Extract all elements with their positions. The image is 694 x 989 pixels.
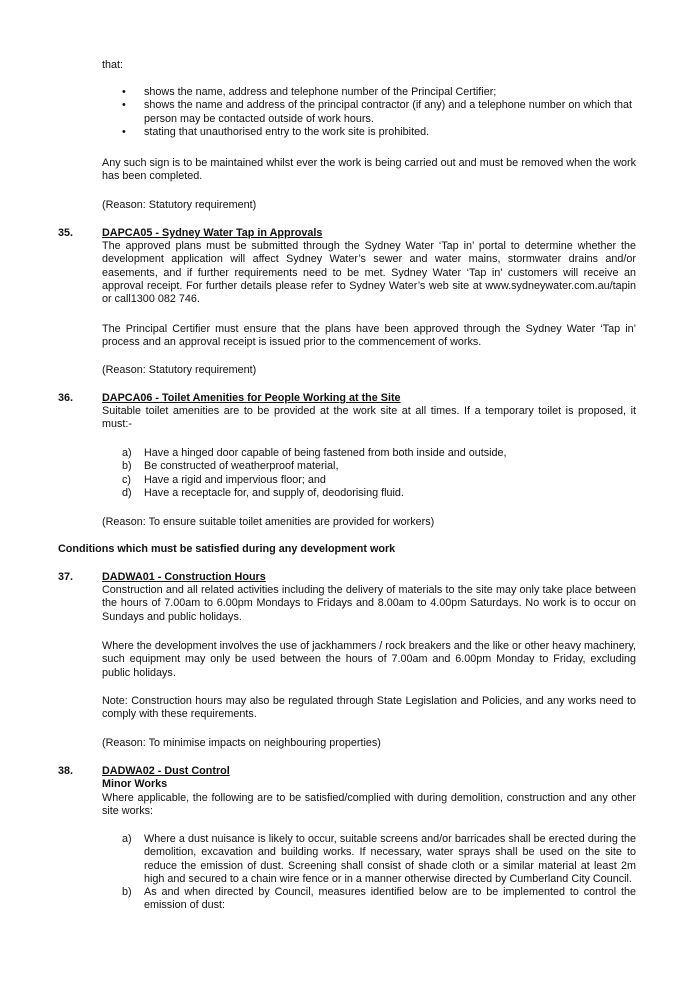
list-marker: c) <box>122 473 131 486</box>
list-marker: a) <box>122 447 132 459</box>
condition-37-reason: (Reason: To minimise impacts on neighbouring properties) <box>102 737 381 749</box>
list-marker: b) <box>122 886 132 899</box>
condition-number: 35. <box>58 227 74 239</box>
list-item: a) Have a hinged door capable of being fastened from both inside and outside, <box>122 447 507 459</box>
condition-36-list <box>102 447 636 500</box>
list-item: b) As and when directed by Council, measures identified below are to be implemented to control the emission of dust: <box>122 886 636 912</box>
intro-bullet-list <box>102 86 636 139</box>
intro-paragraph: Any such sign is to be maintained whilst ever the work is being carried out and must be removed when the work has been completed. <box>102 157 636 183</box>
list-item: c) Have a rigid and impervious floor; and <box>122 473 326 486</box>
list-item: d) Have a receptacle for, and supply of, deodorising fluid. <box>122 486 404 499</box>
intro-lead: that: <box>102 59 124 71</box>
list-item: • shows the name, address and telephone number of the Principal Certifier; <box>122 86 497 98</box>
condition-35-heading <box>58 227 638 240</box>
condition-35-reason: (Reason: Statutory requirement) <box>102 364 257 376</box>
condition-title: DAPCA06 - Toilet Amenities for People Working at the Site <box>102 392 401 404</box>
condition-number: 37. <box>58 571 74 583</box>
bullet-icon: • <box>122 86 126 98</box>
condition-38-paragraph-1: Where applicable, the following are to be satisfied/complied with during demolition, construction and any other site works: <box>102 792 636 818</box>
condition-36-heading <box>58 392 638 405</box>
list-item: b) Be constructed of weatherproof material, <box>122 460 339 473</box>
condition-35-paragraph-2: The Principal Certifier must ensure that the plans have been approved through the Sydney Water ‘Tap in’ process and an approval receipt is issued prior to the commencement of works. <box>102 323 636 349</box>
list-marker: b) <box>122 460 132 473</box>
condition-36-paragraph-1: Suitable toilet amenities are to be provided at the work site at all times. If a temporary toilet is proposed, it must:- <box>102 405 636 431</box>
condition-37-paragraph-1: Construction and all related activities including the delivery of materials to the site may only take place between the hours of 7.00am to 6.00pm Mondays to Fridays and 8.00am to 4.00pm Saturdays. No work is to occur on Sundays and public holidays. <box>102 584 636 623</box>
condition-38-list <box>102 833 636 913</box>
bullet-icon: • <box>122 99 126 112</box>
condition-36-reason: (Reason: To ensure suitable toilet amenities are provided for workers) <box>102 516 435 528</box>
section-heading: Conditions which must be satisfied during any development work <box>58 543 396 555</box>
condition-37-paragraph-2: Where the development involves the use of jackhammers / rock breakers and the like or other heavy machinery, such equipment may only be used between the hours of 7.00am and 6.00pm Monday to Friday, excluding public holidays. <box>102 640 636 679</box>
condition-38-subheading: Minor Works <box>102 778 168 790</box>
condition-35-paragraph-1: The approved plans must be submitted through the Sydney Water ‘Tap in’ portal to determine whether the development application will affect Sydney Water’s sewer and water mains, stormwater drains and/or easements, and if further requirements need to be met. Sydney Water ‘Tap in’ customers will receive an approval receipt. For further details please refer to Sydney Water’s web site at www.sydneywater.com.au/tapin or call1300 082 746. <box>102 240 636 306</box>
condition-title: DAPCA05 - Sydney Water Tap in Approvals <box>102 227 323 239</box>
condition-title: DADWA02 - Dust Control <box>102 765 230 777</box>
condition-number: 36. <box>58 392 74 404</box>
condition-37-heading <box>58 571 638 584</box>
list-marker: d) <box>122 486 132 499</box>
intro-reason: (Reason: Statutory requirement) <box>102 199 257 211</box>
list-item: a) Where a dust nuisance is likely to occur, suitable screens and/or barricades shall be erected during the demolition, excavation and building works. If necessary, water sprays shall be used on the site to reduce the emission of dust. Screening shall consist of shade cloth or a similar material at least 2m high and secured to a chain wire fence or in a manner otherwise directed by Cumberland City Council. <box>122 833 636 885</box>
bullet-icon: • <box>122 125 126 138</box>
condition-37-paragraph-3: Note: Construction hours may also be regulated through State Legislation and Policies, and any works need to comply with these requirements. <box>102 695 636 721</box>
condition-title: DADWA01 - Construction Hours <box>102 571 266 583</box>
condition-38-heading <box>58 765 638 778</box>
list-item: • stating that unauthorised entry to the work site is prohibited. <box>122 125 430 138</box>
list-item: • shows the name and address of the principal contractor (if any) and a telephone number on which that person may be contacted outside of work hours. <box>122 99 632 125</box>
condition-number: 38. <box>58 765 74 777</box>
list-marker: a) <box>122 833 132 845</box>
